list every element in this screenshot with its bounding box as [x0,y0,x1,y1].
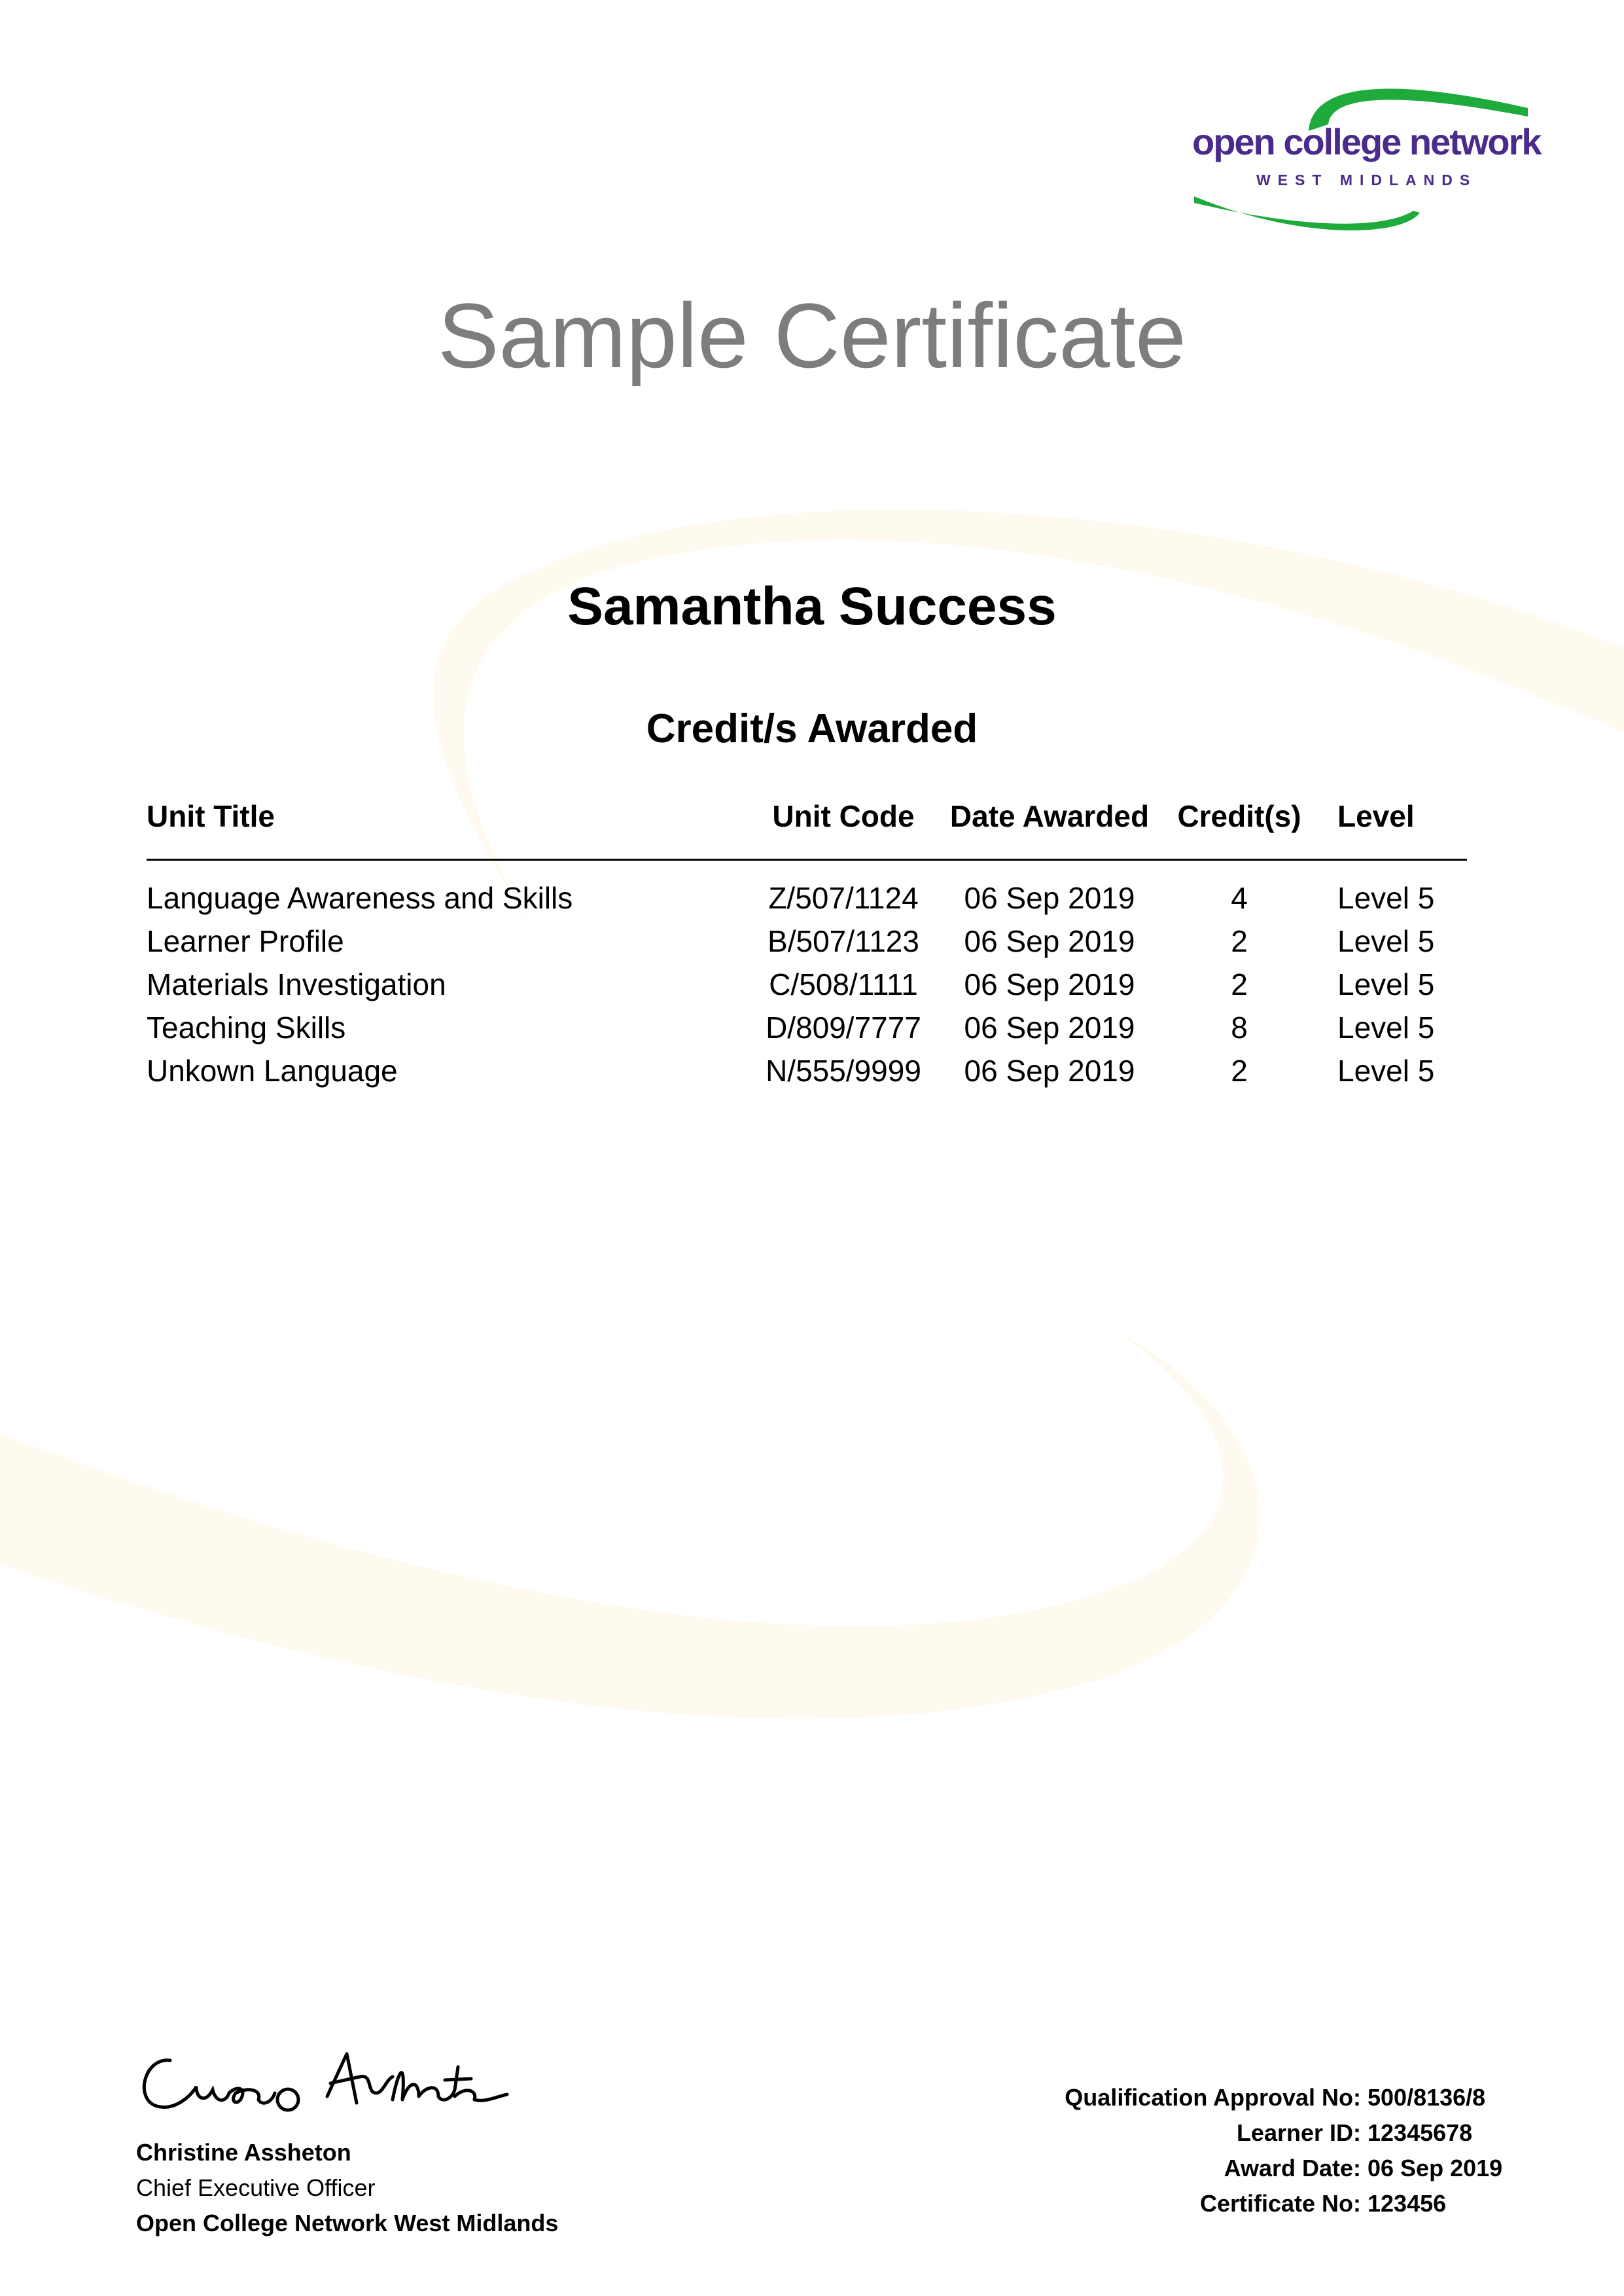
ref-value: 06 Sep 2019 [1368,2155,1503,2181]
table-row [147,963,1467,1006]
unit-title: Language Awareness and Skills [147,881,573,915]
table-row [147,860,1467,920]
unit-code: C/508/1111 [769,967,918,1001]
logo-name: open college network [1192,121,1541,162]
signatory-organisation: Open College Network West Midlands [136,2210,559,2236]
date-awarded: 06 Sep 2019 [964,967,1135,1001]
ref-value: 12345678 [1368,2119,1473,2146]
ref-label: Award Date: [1224,2155,1361,2181]
header-unit-code: Unit Code [749,793,938,860]
ref-label: Certificate No: [1199,2190,1361,2217]
credits: 4 [1231,881,1248,915]
learner-id-row [903,2115,1505,2151]
unit-code: N/555/9999 [766,1054,921,1088]
level: Level 5 [1337,967,1435,1001]
credits: 2 [1231,924,1248,958]
header-level: Level [1318,793,1467,860]
level: Level 5 [1337,1054,1435,1088]
certificate-no-row [903,2186,1505,2221]
table-row [147,1006,1467,1049]
logo-region: WEST MIDLANDS [1256,171,1477,188]
table-row [147,1049,1467,1092]
credits-heading: Credit/s Awarded [646,706,978,751]
ref-value: 500/8136/8 [1368,2084,1486,2111]
unit-title: Teaching Skills [147,1011,346,1045]
level: Level 5 [1337,1011,1435,1045]
date-awarded: 06 Sep 2019 [964,1054,1135,1088]
signatory-name: Christine Assheton [136,2139,351,2166]
unit-code: D/809/7777 [766,1011,921,1045]
credits: 8 [1231,1011,1248,1045]
level: Level 5 [1337,881,1435,915]
signatory-block [136,2135,558,2241]
unit-title: Materials Investigation [147,967,446,1001]
credits: 2 [1231,967,1248,1001]
ref-label: Qualification Approval No: [1065,2084,1361,2111]
date-awarded: 06 Sep 2019 [964,881,1135,915]
header-date-awarded: Date Awarded [938,793,1161,860]
qualification-approval-row [903,2080,1505,2115]
date-awarded: 06 Sep 2019 [964,1011,1135,1045]
level: Level 5 [1337,924,1435,958]
header-credits: Credit(s) [1161,793,1318,860]
signature [131,2041,510,2119]
header-unit-title: Unit Title [147,793,749,860]
unit-title: Unkown Language [147,1054,398,1088]
table-row [147,920,1467,963]
reference-block [903,2080,1505,2221]
ref-label: Learner ID: [1236,2119,1361,2146]
signatory-role: Chief Executive Officer [136,2174,376,2201]
units-table [147,793,1467,1092]
unit-code: B/507/1123 [768,924,919,958]
certificate-title: Sample Certificate [438,284,1186,387]
unit-title: Learner Profile [147,924,344,958]
table-header-row [147,793,1467,860]
unit-code: Z/507/1124 [768,881,919,915]
learner-name: Samantha Success [567,577,1057,636]
credits: 2 [1231,1054,1248,1088]
award-date-row [903,2151,1505,2186]
ref-value: 123456 [1368,2190,1447,2217]
date-awarded: 06 Sep 2019 [964,924,1135,958]
